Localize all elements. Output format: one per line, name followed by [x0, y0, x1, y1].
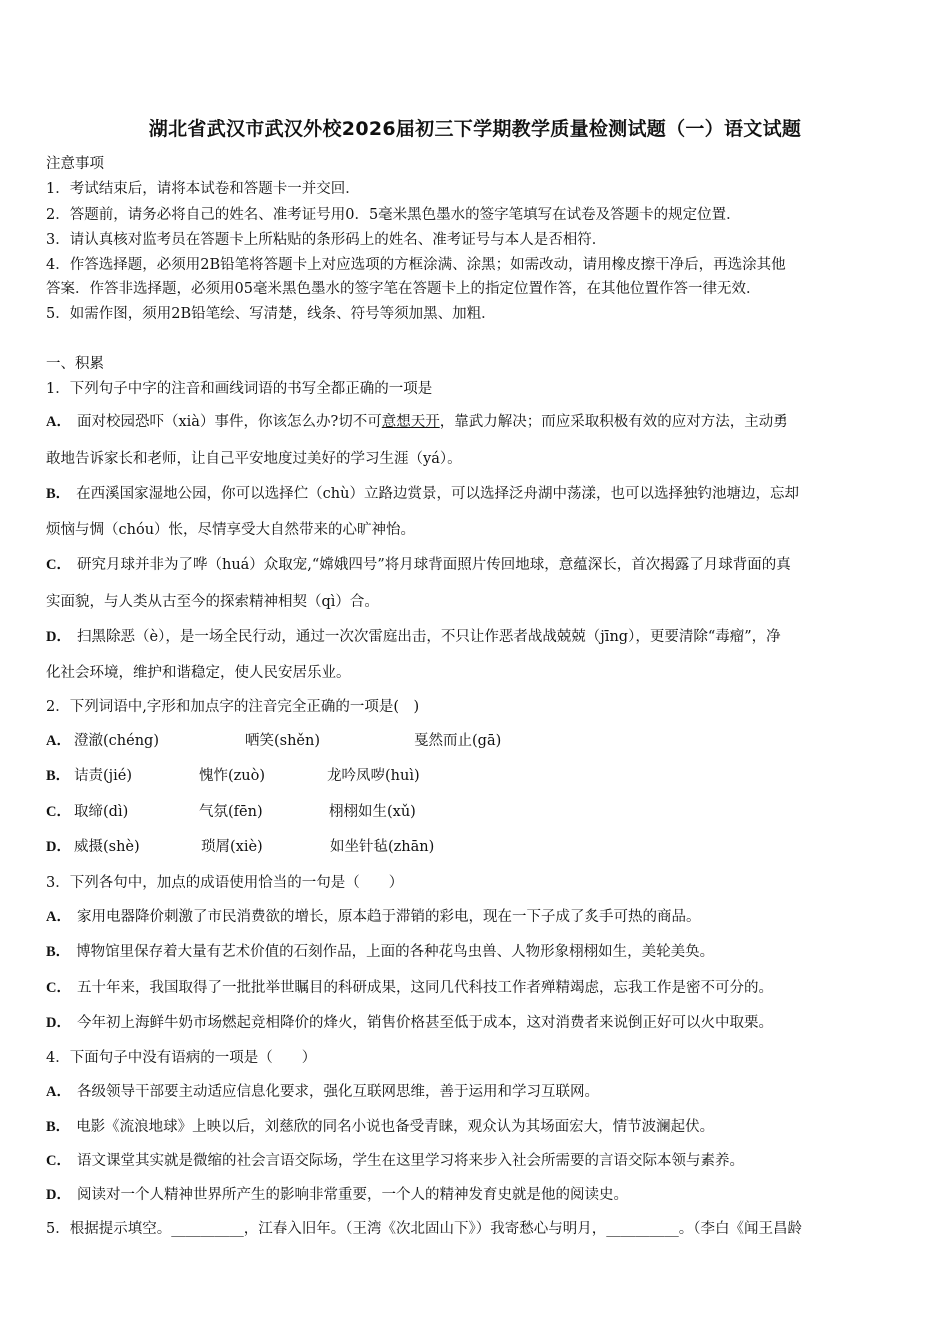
question-3-stem: 3．下列各句中，加点的成语使用恰当的一句是（ ）	[46, 875, 404, 891]
option-text: 五十年来，我国取得了一批批举世瞩目的科研成果，这同几代科技工作者殚精竭虑，忘我工作是密不可分的。	[76, 980, 773, 996]
section-heading: 一、积累	[46, 356, 104, 372]
word-1: 威摄(shè)	[74, 839, 140, 855]
word-2: 气氛(fēn)	[199, 804, 263, 820]
word-1: 取缔(dì)	[74, 804, 129, 820]
option-label: C．	[46, 980, 71, 996]
option-label: A．	[46, 414, 71, 430]
question-2-option-d	[46, 835, 77, 856]
question-1-stem: 1．下列句子中字的注音和画线词语的书写全都正确的一项是	[46, 381, 433, 397]
word-3: 栩栩如生(xǔ)	[329, 804, 416, 820]
option-text: 面对校园恐吓（xià）事件，你该怎么办?切不可	[76, 414, 382, 430]
question-2-option-b	[46, 764, 76, 785]
question-4-stem: 4．下面句子中没有语病的一项是（ ）	[46, 1050, 317, 1066]
option-label: B．	[46, 486, 71, 502]
question-2-option-a	[46, 729, 77, 750]
option-label: B．	[46, 944, 71, 960]
notice-item: 3．请认真核对监考员在答题卡上所粘贴的条形码上的姓名、准考证号与本人是否相符．	[46, 232, 607, 248]
option-text: 研究月球并非为了哗（huá）众取宠,“嫦娥四号”将月球背面照片传回地球，意蕴深长，首次揭露了月球背面的真	[76, 557, 791, 573]
question-3-option-b	[46, 940, 714, 961]
question-1-option-c	[46, 553, 791, 574]
word-3: 如坐针毡(zhān)	[330, 839, 435, 855]
option-text: 今年初上海鲜牛奶市场燃起竞相降价的烽火，销售价格甚至低于成本，这对消费者来说倒正好可以火中取栗。	[76, 1015, 773, 1031]
option-text: 博物馆里保存着大量有艺术价值的石刻作品，上面的各种花鸟虫兽、人物形象栩栩如生，美轮美奂。	[76, 944, 715, 960]
option-text: 阅读对一个人精神世界所产生的影响非常重要，一个人的精神发育史就是他的阅读史。	[76, 1187, 628, 1203]
notice-item: 答案．作答非选择题，必须用05毫米黑色墨水的签字笔在答题卡上的指定位置作答，在其他位置作答一律无效．	[46, 281, 761, 297]
notice-item: 1．考试结束后，请将本试卷和答题卡一并交回．	[46, 181, 360, 197]
word-2: 琐屑(xiè)	[201, 839, 263, 855]
option-text: 在西溪国家湿地公园，你可以选择伫（chù）立路边赏景，可以选择泛舟湖中荡漾，也可以选择独钓池塘边，忘却	[76, 486, 799, 502]
page-title: 湖北省武汉市武汉外校2026届初三下学期教学质量检测试题（一）语文试题	[148, 118, 802, 140]
question-5-stem: 5．根据提示填空。__________，江春入旧年。（王湾《次北固山下》）我寄愁心与明月，__________。（李白《闻王昌龄	[46, 1221, 802, 1237]
option-continuation: 敢地告诉家长和老师，让自己平安地度过美好的学习生涯（yá）。	[46, 451, 462, 467]
question-1-option-b	[46, 482, 799, 503]
notice-item: 4．作答选择题，必须用2B铅笔将答题卡上对应选项的方框涂满、涂黑；如需改动，请用橡皮擦干净后，再选涂其他	[46, 257, 786, 273]
option-continuation: 烦恼与惆（chóu）怅，尽情享受大自然带来的心旷神怡。	[46, 522, 416, 538]
question-2-option-c	[46, 800, 77, 821]
option-text: 家用电器降价刺激了市民消费欲的增长，原本趋于滞销的彩电，现在一下子成了炙手可热的商品。	[76, 909, 701, 925]
option-label: C．	[46, 1153, 71, 1169]
question-4-option-d	[46, 1183, 628, 1204]
option-label: A．	[46, 1084, 71, 1100]
question-4-option-b	[46, 1115, 714, 1136]
option-label: D．	[46, 1187, 71, 1203]
option-label: C．	[46, 804, 71, 820]
option-label: B．	[46, 768, 71, 784]
word-3: 戛然而止(gā)	[414, 733, 502, 749]
question-3-option-a	[46, 905, 700, 926]
option-label: C．	[46, 557, 71, 573]
question-4-option-c	[46, 1149, 744, 1170]
option-label: D．	[46, 1015, 71, 1031]
option-text: ，靠武力解决；而应采取积极有效的应对方法，主动勇	[439, 414, 788, 430]
word-1: 诘责(jié)	[74, 768, 133, 784]
notice-item: 2．答题前，请务必将自己的姓名、准考证号用0．5毫米黑色墨水的签字笔填写在试卷及答题卡的规定位置．	[46, 207, 741, 223]
option-text: 电影《流浪地球》上映以后，刘慈欣的同名小说也备受青睐，观众认为其场面宏大，情节波澜起伏。	[76, 1119, 715, 1135]
word-3: 龙吟凤哕(huì)	[327, 768, 420, 784]
question-4-option-a	[46, 1080, 599, 1101]
option-text: 各级领导干部要主动适应信息化要求，强化互联网思维，善于运用和学习互联网。	[76, 1084, 599, 1100]
question-1-option-a	[46, 410, 788, 431]
notice-item: 5．如需作图，须用2B铅笔绘、写清楚，线条、符号等须加黑、加粗．	[46, 306, 496, 322]
option-label: A．	[46, 733, 71, 749]
word-2: 哂笑(shěn)	[245, 733, 321, 749]
question-3-option-d	[46, 1011, 773, 1032]
notice-heading: 注意事项	[46, 156, 104, 172]
option-continuation: 实面貌，与人类从古至今的探索精神相契（qì）合。	[46, 594, 379, 610]
underlined-word: 意想天开	[381, 414, 440, 430]
option-continuation: 化社会环境，维护和谐稳定，使人民安居乐业。	[46, 665, 351, 681]
word-1: 澄澈(chéng)	[74, 733, 159, 749]
option-label: D．	[46, 839, 71, 855]
question-2-stem: 2．下列词语中,字形和加点字的注音完全正确的一项是( )	[46, 699, 420, 715]
question-1-option-d	[46, 625, 781, 646]
option-label: D．	[46, 629, 71, 645]
option-text: 语文课堂其实就是微缩的社会言语交际场，学生在这里学习将来步入社会所需要的言语交际本领与素养。	[76, 1153, 744, 1169]
option-text: 扫黑除恶（è），是一场全民行动，通过一次次雷庭出击，不只让作恶者战战兢兢（jīng），更要清除“毒瘤”，净	[76, 629, 781, 645]
option-label: A．	[46, 909, 71, 925]
option-label: B．	[46, 1119, 71, 1135]
word-2: 愧怍(zuò)	[199, 768, 266, 784]
question-3-option-c	[46, 976, 773, 997]
